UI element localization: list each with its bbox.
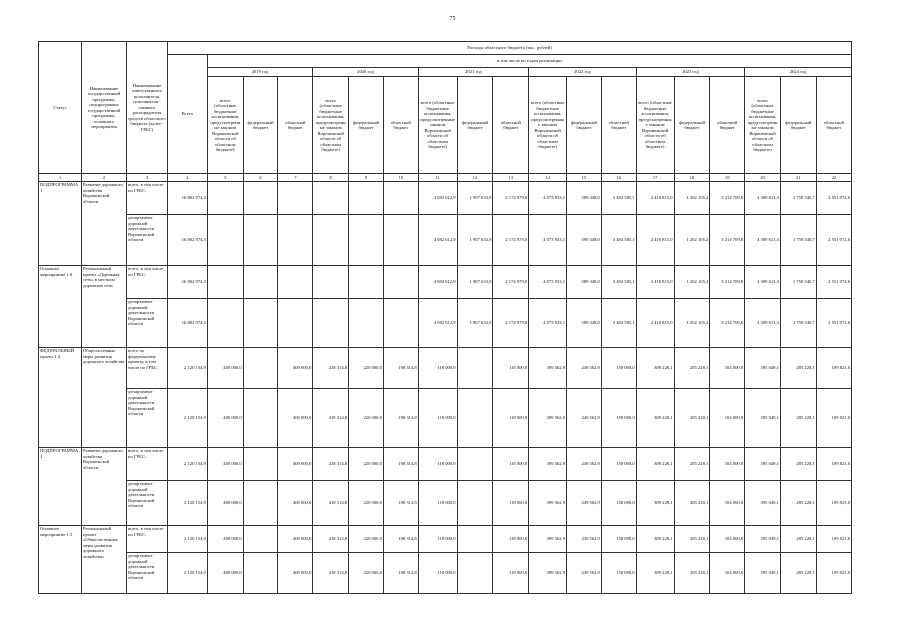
row-value: 285 228,1	[780, 448, 816, 481]
row-value: 104 000,0	[710, 348, 745, 389]
subheader-regional: областной бюджет	[710, 77, 745, 174]
row-value: 1 202 105,2	[674, 182, 710, 215]
row-value: 1 907 633,9	[457, 182, 493, 215]
subheader-federal: федеральный бюджет	[243, 77, 278, 174]
row-value: 104 000,0	[710, 553, 745, 594]
row-status: ПОДПРОГРАММА 1	[39, 182, 82, 266]
row-value: 118 000,0	[418, 481, 457, 526]
row-value: 4 082 612,9	[418, 182, 457, 215]
row-value: 150 000,0	[601, 526, 636, 553]
row-value: 399 562,9	[529, 348, 567, 389]
column-number: 20	[745, 174, 781, 182]
row-executor: всего, в том числе по ГРБС:	[127, 448, 168, 481]
row-value: 418 314,8	[313, 448, 349, 481]
row-value: 109 821,0	[816, 553, 851, 594]
row-value: 4 073 933,1	[529, 299, 567, 348]
row-program-name: Развитие дорожного хозяйства Воронежской области	[81, 182, 126, 266]
row-value: 4 082 612,9	[418, 299, 457, 348]
row-value: 16 802 974,3	[167, 266, 207, 299]
row-value: 400 000,0	[207, 481, 243, 526]
row-value: 220 000,0	[349, 448, 384, 481]
row-value: 399 562,9	[529, 389, 567, 448]
row-value: 1 758 540,7	[780, 266, 816, 299]
row-value: 2 120 154,9	[167, 448, 207, 481]
subheader-federal: федеральный бюджет	[567, 77, 602, 174]
budget-table	[38, 41, 852, 594]
row-value	[383, 215, 418, 266]
year-header: 2022 год	[529, 68, 636, 77]
row-value	[207, 299, 243, 348]
row-value: 3 484 585,1	[601, 299, 636, 348]
row-value	[383, 182, 418, 215]
row-value: 220 000,0	[349, 526, 384, 553]
row-program-name: Общесистемные меры развития дорожного хозяйства	[81, 348, 126, 448]
row-value: 4 416 815,0	[636, 266, 674, 299]
row-value: 3 214 709,8	[710, 182, 745, 215]
table-row	[39, 266, 852, 299]
row-value	[349, 299, 384, 348]
row-value	[457, 348, 493, 389]
row-value	[243, 299, 278, 348]
row-value: 389 228,1	[636, 526, 674, 553]
row-value: 2 120 154,9	[167, 553, 207, 594]
row-status: ПОДПРОГРАММА 1	[39, 448, 82, 526]
column-number: 15	[567, 174, 602, 182]
row-value: 400 000,0	[278, 389, 313, 448]
row-value	[457, 481, 493, 526]
row-executor: всего по федеральному проекту, в том числе по ГРБС:	[127, 348, 168, 389]
row-value: 400 000,0	[278, 481, 313, 526]
row-value: 4 073 933,1	[529, 182, 567, 215]
table-row	[39, 182, 852, 215]
row-value: 285 228,1	[780, 526, 816, 553]
row-value: 249 562,9	[567, 481, 602, 526]
row-value: 1 758 540,7	[780, 299, 816, 348]
row-value: 285 228,1	[780, 553, 816, 594]
subheader-total: всего (областные бюджетные ассигнования, предусмотренные законом Воронежской области об областном бюджете)	[529, 77, 567, 174]
column-number: 16	[601, 174, 636, 182]
row-executor: всего, в том числе по ГРБС:	[127, 182, 168, 215]
subheader-total: всего (областные бюджетные ассигнования, предусмотренные законом Воронежской области об областном бюджете)	[745, 77, 781, 174]
row-status: Основное мероприятие 1.8	[39, 266, 82, 348]
row-value: 4 082 612,9	[418, 215, 457, 266]
row-value	[313, 182, 349, 215]
row-value: 400 000,0	[207, 526, 243, 553]
row-value: 249 562,9	[567, 389, 602, 448]
row-value: 1 202 105,2	[674, 299, 710, 348]
header-status: Статус	[39, 42, 82, 174]
column-number: 19	[710, 174, 745, 182]
row-value: 3 484 585,1	[601, 215, 636, 266]
subheader-total: всего (областные бюджетные ассигнования, предусмотренные законом Воронежской области об областном бюджете)	[418, 77, 457, 174]
row-value: 285 228,1	[674, 481, 710, 526]
subheader-total: всего (областные бюджетные ассигнования, предусмотренные законом Воронежской области об областном бюджете)	[207, 77, 243, 174]
row-value	[457, 526, 493, 553]
row-value: 109 821,0	[816, 481, 851, 526]
row-value	[243, 481, 278, 526]
row-value: 2 120 154,9	[167, 481, 207, 526]
year-header: 2021 год	[418, 68, 529, 77]
row-value: 3 484 585,1	[601, 266, 636, 299]
row-value: 418 314,8	[313, 481, 349, 526]
row-value: 109 821,0	[816, 448, 851, 481]
row-value	[278, 299, 313, 348]
row-value: 118 000,0	[493, 448, 529, 481]
row-value	[207, 215, 243, 266]
row-value: 400 000,0	[207, 348, 243, 389]
column-number: 22	[816, 174, 851, 182]
row-value: 249 562,9	[567, 448, 602, 481]
row-value: 118 000,0	[493, 348, 529, 389]
row-value: 1 758 540,7	[780, 215, 816, 266]
row-value: 2 551 072,6	[816, 215, 851, 266]
table-row	[39, 389, 852, 448]
header-program-name: Наименование государственной программы, подпрограммы государственной программы, основного мероприятия	[81, 42, 126, 174]
row-value: 16 802 974,3	[167, 182, 207, 215]
row-value: 589 348,0	[567, 182, 602, 215]
row-value: 589 348,0	[567, 215, 602, 266]
row-value: 418 314,8	[313, 553, 349, 594]
column-number: 3	[127, 174, 168, 182]
table-row	[39, 348, 852, 389]
row-value: 3 214 709,8	[710, 215, 745, 266]
row-value	[313, 299, 349, 348]
column-number: 11	[418, 174, 457, 182]
header-budget-title: Расходы областного бюджета (тыс. рублей)	[167, 42, 851, 55]
row-value: 150 000,0	[601, 348, 636, 389]
table-row	[39, 215, 852, 266]
subheader-regional: областной бюджет	[493, 77, 529, 174]
row-value: 395 049,1	[745, 526, 781, 553]
row-value: 400 000,0	[207, 389, 243, 448]
subheader-regional: областной бюджет	[278, 77, 313, 174]
row-value: 285 228,1	[674, 348, 710, 389]
row-value: 118 000,0	[493, 389, 529, 448]
column-number: 4	[167, 174, 207, 182]
row-value	[243, 266, 278, 299]
row-value: 1 907 633,9	[457, 299, 493, 348]
row-value: 4 073 933,1	[529, 266, 567, 299]
row-value: 395 049,1	[745, 448, 781, 481]
header-by-years: в том числе по годам реализации	[207, 55, 851, 68]
row-value	[278, 182, 313, 215]
row-value: 400 000,0	[278, 526, 313, 553]
row-value: 399 562,9	[529, 448, 567, 481]
row-value: 220 000,0	[349, 389, 384, 448]
row-value: 285 228,1	[780, 481, 816, 526]
row-value: 118 000,0	[418, 389, 457, 448]
row-value	[383, 299, 418, 348]
row-value: 4 309 613,3	[745, 215, 781, 266]
row-value: 104 000,0	[710, 448, 745, 481]
row-value: 4 416 815,0	[636, 182, 674, 215]
row-value: 1 907 633,9	[457, 215, 493, 266]
row-value	[243, 389, 278, 448]
row-value	[383, 266, 418, 299]
table-row	[39, 299, 852, 348]
row-value: 400 000,0	[278, 553, 313, 594]
subheader-regional: областной бюджет	[601, 77, 636, 174]
row-value: 389 228,1	[636, 389, 674, 448]
row-value: 400 000,0	[207, 448, 243, 481]
row-value	[457, 553, 493, 594]
row-value	[243, 182, 278, 215]
subheader-federal: федеральный бюджет	[457, 77, 493, 174]
row-value: 285 228,1	[780, 348, 816, 389]
row-value: 118 000,0	[418, 348, 457, 389]
row-value: 399 562,9	[529, 526, 567, 553]
row-value: 3 214 709,8	[710, 299, 745, 348]
column-number: 6	[243, 174, 278, 182]
row-value: 400 000,0	[278, 448, 313, 481]
row-value: 389 228,1	[636, 448, 674, 481]
row-value: 389 228,1	[636, 553, 674, 594]
row-program-name: Развитие дорожного хозяйства Воронежской области	[81, 448, 126, 526]
subheader-total: всего (областные бюджетные ассигнования, предусмотренные законом Воронежской области об областном бюджете)	[636, 77, 674, 174]
row-value: 2 551 072,6	[816, 266, 851, 299]
row-value: 4 309 613,3	[745, 299, 781, 348]
row-value: 1 202 105,2	[674, 266, 710, 299]
row-value: 589 348,0	[567, 299, 602, 348]
row-value: 150 000,0	[601, 553, 636, 594]
row-value	[457, 389, 493, 448]
row-value: 16 802 974,3	[167, 299, 207, 348]
row-value: 198 314,8	[383, 526, 418, 553]
row-value: 4 309 613,3	[745, 182, 781, 215]
row-value: 395 049,1	[745, 389, 781, 448]
subheader-total: всего (областные бюджетные ассигнования, предусмотренные законом Воронежской области об областном бюджете)	[313, 77, 349, 174]
year-header: 2019 год	[207, 68, 312, 77]
column-number: 1	[39, 174, 82, 182]
row-value: 2 120 154,9	[167, 526, 207, 553]
row-value: 4 416 815,0	[636, 299, 674, 348]
column-number: 5	[207, 174, 243, 182]
row-status: ФЕДЕРАЛЬНЫЙ проект 1.3	[39, 348, 82, 448]
row-value: 285 228,1	[674, 448, 710, 481]
row-value	[243, 215, 278, 266]
row-value: 198 314,8	[383, 448, 418, 481]
row-value	[313, 266, 349, 299]
row-value: 118 000,0	[493, 481, 529, 526]
table-row	[39, 553, 852, 594]
page-number: 75	[449, 16, 456, 22]
subheader-federal: федеральный бюджет	[780, 77, 816, 174]
row-value: 389 228,1	[636, 348, 674, 389]
row-value: 150 000,0	[601, 389, 636, 448]
row-value: 3 484 585,1	[601, 182, 636, 215]
row-value	[349, 182, 384, 215]
row-value: 220 000,0	[349, 553, 384, 594]
row-value: 4 073 933,1	[529, 215, 567, 266]
row-value: 109 821,0	[816, 389, 851, 448]
row-value: 104 000,0	[710, 481, 745, 526]
row-executor: департамент дорожной деятельности Воронежской области	[127, 481, 168, 526]
column-number: 10	[383, 174, 418, 182]
row-value: 1 202 105,2	[674, 215, 710, 266]
row-value: 395 049,1	[745, 481, 781, 526]
row-value	[349, 266, 384, 299]
row-value: 109 821,0	[816, 348, 851, 389]
row-value: 118 000,0	[418, 448, 457, 481]
year-header: 2024 год	[745, 68, 852, 77]
table-row	[39, 448, 852, 481]
row-executor: всего, в том числе по ГРБС:	[127, 526, 168, 553]
row-value: 418 314,8	[313, 389, 349, 448]
row-value: 118 000,0	[493, 553, 529, 594]
row-executor: департамент дорожной деятельности Воронежской области	[127, 553, 168, 594]
row-executor: всего, в том числе по ГРБС:	[127, 266, 168, 299]
row-status: Основное мероприятие 1.5	[39, 526, 82, 594]
column-number: 7	[278, 174, 313, 182]
subheader-federal: федеральный бюджет	[349, 77, 384, 174]
row-value: 150 000,0	[601, 481, 636, 526]
header-executor: Наименование ответственного исполнителя, исполнителя - главного распорядителя средств областного бюджета (далее - ГРБС)	[127, 42, 168, 174]
row-value: 395 049,1	[745, 553, 781, 594]
header-total: Всего	[167, 55, 207, 174]
column-number: 21	[780, 174, 816, 182]
row-value: 150 000,0	[601, 448, 636, 481]
row-value: 285 228,1	[674, 526, 710, 553]
row-value: 2 551 072,6	[816, 299, 851, 348]
row-value: 109 821,0	[816, 526, 851, 553]
row-value: 2 551 072,6	[816, 182, 851, 215]
row-value: 389 228,1	[636, 481, 674, 526]
column-number: 12	[457, 174, 493, 182]
table-row	[39, 526, 852, 553]
row-value: 198 314,8	[383, 553, 418, 594]
row-value: 2 174 979,0	[493, 182, 529, 215]
row-value: 104 000,0	[710, 526, 745, 553]
row-value: 220 000,0	[349, 348, 384, 389]
row-value: 2 174 979,0	[493, 266, 529, 299]
row-value: 285 228,1	[780, 389, 816, 448]
row-value: 104 000,0	[710, 389, 745, 448]
row-value	[243, 348, 278, 389]
column-number: 2	[81, 174, 126, 182]
row-value: 198 314,8	[383, 389, 418, 448]
row-value: 2 120 154,9	[167, 389, 207, 448]
row-value: 4 082 612,9	[418, 266, 457, 299]
row-value: 395 049,1	[745, 348, 781, 389]
row-value: 2 174 979,0	[493, 299, 529, 348]
row-value: 249 562,9	[567, 526, 602, 553]
row-value	[349, 215, 384, 266]
row-value	[207, 182, 243, 215]
row-value: 589 348,0	[567, 266, 602, 299]
column-number: 13	[493, 174, 529, 182]
row-value	[243, 553, 278, 594]
row-value	[243, 448, 278, 481]
row-executor: департамент дорожной деятельности Воронежской области	[127, 299, 168, 348]
subheader-regional: областной бюджет	[816, 77, 851, 174]
row-value	[243, 526, 278, 553]
column-number: 17	[636, 174, 674, 182]
row-value: 198 314,8	[383, 348, 418, 389]
row-value: 220 000,0	[349, 481, 384, 526]
row-value	[313, 215, 349, 266]
row-value: 4 416 815,0	[636, 215, 674, 266]
row-value: 118 000,0	[418, 553, 457, 594]
column-number: 18	[674, 174, 710, 182]
row-value: 249 562,9	[567, 348, 602, 389]
row-value: 285 228,1	[674, 553, 710, 594]
column-number: 14	[529, 174, 567, 182]
year-header: 2020 год	[313, 68, 418, 77]
row-executor: департамент дорожной деятельности Воронежской области	[127, 389, 168, 448]
year-header: 2023 год	[636, 68, 744, 77]
row-value: 2 174 979,0	[493, 215, 529, 266]
row-value: 249 562,9	[567, 553, 602, 594]
subheader-regional: областной бюджет	[383, 77, 418, 174]
row-program-name: Региональный проект «Дорожная сеть» в местном дорожном сети	[81, 266, 126, 348]
row-value: 400 000,0	[278, 348, 313, 389]
row-value: 1 758 540,7	[780, 182, 816, 215]
row-program-name: Региональный проект «Общесистемные меры развития дорожного хозяйства»	[81, 526, 126, 594]
row-value: 2 120 154,9	[167, 348, 207, 389]
row-value: 285 228,1	[674, 389, 710, 448]
table-row	[39, 481, 852, 526]
subheader-federal: федеральный бюджет	[674, 77, 710, 174]
row-value: 400 000,0	[207, 553, 243, 594]
row-value	[278, 266, 313, 299]
row-value: 118 000,0	[418, 526, 457, 553]
column-number: 8	[313, 174, 349, 182]
row-value: 399 562,9	[529, 553, 567, 594]
row-value	[207, 266, 243, 299]
row-value: 118 000,0	[493, 526, 529, 553]
row-value: 418 314,8	[313, 348, 349, 389]
row-executor: департамент дорожной деятельности Воронежской области	[127, 215, 168, 266]
column-number: 9	[349, 174, 384, 182]
row-value: 418 314,8	[313, 526, 349, 553]
row-value: 399 562,9	[529, 481, 567, 526]
row-value: 1 907 633,9	[457, 266, 493, 299]
row-value: 198 314,8	[383, 481, 418, 526]
row-value: 16 802 974,3	[167, 215, 207, 266]
row-value: 3 214 709,8	[710, 266, 745, 299]
row-value	[457, 448, 493, 481]
row-value	[278, 215, 313, 266]
row-value: 4 309 613,3	[745, 266, 781, 299]
